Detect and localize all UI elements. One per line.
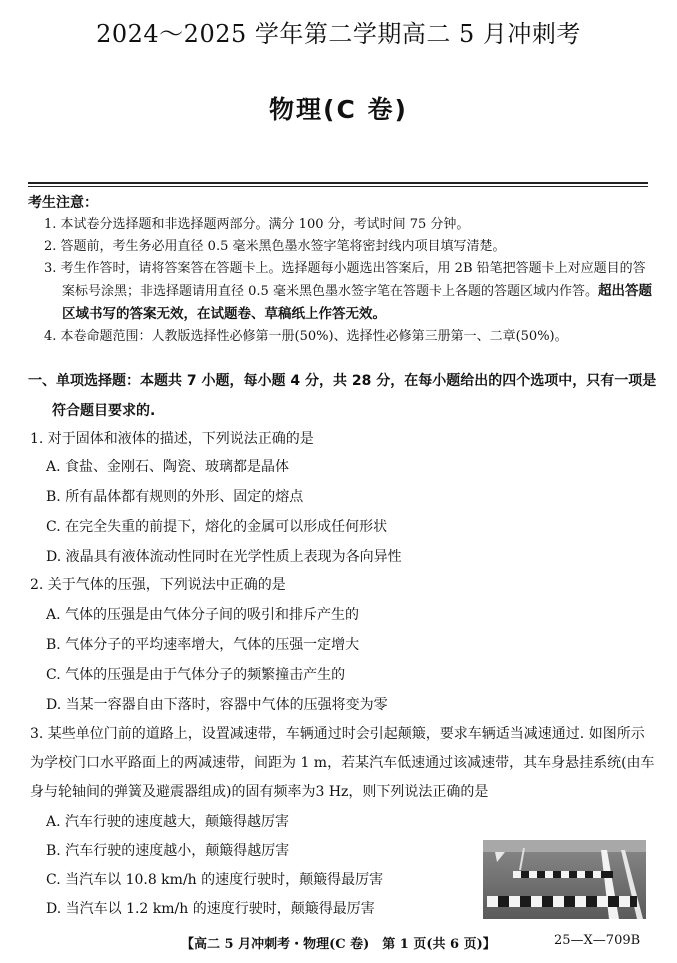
question-2-option-b: B. 气体分子的平均速率增大，气体的压强一定增大	[46, 637, 360, 653]
notice-heading: 考生注意：	[28, 195, 98, 211]
question-1-option-c: C. 在完全失重的前提下，熔化的金属可以形成任何形状	[46, 519, 388, 535]
speed-bump-near	[487, 896, 637, 907]
notice-item-1: 1. 本试卷分选择题和非选择题两部分。满分 100 分，考试时间 75 分钟。	[44, 217, 470, 232]
notice-item-3-emphasis: 超出答题区域书写的答案无效，在试题卷、草稿纸上作答无效。	[62, 283, 652, 322]
question-2-option-a: A. 气体的压强是由气体分子间的吸引和排斥产生的	[46, 607, 360, 623]
question-1-option-b: B. 所有晶体都有规则的外形、固定的熔点	[46, 489, 304, 505]
section-heading-line2: 符合题目要求的.	[52, 403, 156, 419]
footer-exam-code: 25—X—709B	[554, 933, 641, 948]
question-3-option-b: B. 汽车行驶的速度越小，颠簸得越厉害	[46, 843, 290, 859]
divider-thick	[28, 182, 648, 184]
question-3-option-a: A. 汽车行驶的速度越大，颠簸得越厉害	[46, 814, 290, 830]
section-heading	[28, 366, 658, 426]
question-1-option-a: A. 食盐、金刚石、陶瓷、玻璃都是晶体	[46, 459, 290, 475]
question-1-stem: 1. 对于固体和液体的描述，下列说法正确的是	[30, 431, 314, 447]
question-2-option-c: C. 气体的压强是由于气体分子的频繁撞击产生的	[46, 667, 346, 683]
speed-bump-photo	[483, 840, 646, 919]
question-3-stem: 3. 某些单位门前的道路上，设置减速带，车辆通过时会引起颠簸，要求车辆适当减速通过. 如图所示为学校门口水平路面上的两减速带，间距为 1 m，若某汽车低速通过该减速带，其车身悬挂系统(由车身与轮轴间的弹簧及避震器组成)的固有频率为3 Hz，则下列说法正确的是	[30, 726, 655, 800]
candidate-notice	[28, 192, 653, 348]
speed-bump-far	[513, 871, 613, 878]
notice-item-3-text: 3. 考生作答时，请将答案答在答题卡上。选择题每小题选出答案后，用 2B 铅笔把答题卡上对应题目的答案标号涂黑；非选择题请用直径 0.5 毫米黑色墨水签字笔在答题卡上各题的答题区域内作答。	[44, 261, 646, 299]
section-heading-line1: 一、单项选择题：本题共 7 小题，每小题 4 分，共 28 分，在每小题给出的四个选项中，只有一项是	[28, 373, 657, 389]
exam-subtitle: 物理(C 卷)	[269, 95, 408, 124]
exam-title: 2024～2025 学年第二学期高二 5 月冲刺考	[96, 20, 581, 48]
speed-bump-illustration	[483, 840, 646, 919]
footer-page-info: 【高二 5 月冲刺考・物理(C 卷) 第 1 页(共 6 页)】	[181, 937, 496, 952]
notice-item-2: 2. 答题前，考生务必用直径 0.5 毫米黑色墨水签字笔将密封线内项目填写清楚。	[44, 239, 506, 254]
question-3-option-d: D. 当汽车以 1.2 km/h 的速度行驶时，颠簸得最厉害	[46, 901, 375, 917]
notice-item-4: 4. 本卷命题范围：人教版选择性必修第一册(50%)、选择性必修第三册第一、二章(50%)。	[44, 329, 568, 344]
divider-thin	[28, 186, 648, 187]
question-2-stem: 2. 关于气体的压强，下列说法中正确的是	[30, 577, 286, 593]
question-1-option-d: D. 液晶具有液体流动性同时在光学性质上表现为各向异性	[46, 549, 402, 565]
question-2-option-d: D. 当某一容器自由下落时，容器中气体的压强将变为零	[46, 697, 388, 713]
question-3-option-c: C. 当汽车以 10.8 km/h 的速度行驶时，颠簸得最厉害	[46, 872, 384, 888]
notice-item-3	[28, 258, 653, 326]
